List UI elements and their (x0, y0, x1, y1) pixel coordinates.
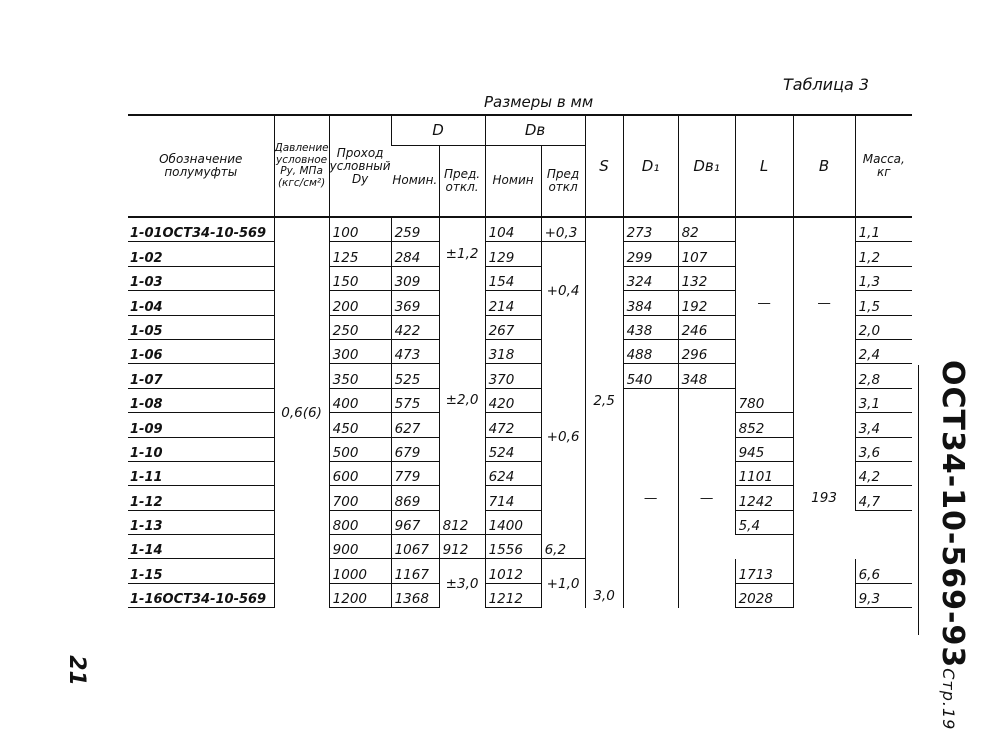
cell-Dv-deviation: +0,6 (541, 339, 585, 534)
units-note: Размеры в мм (484, 93, 594, 111)
cell-designation: 1-09 (128, 413, 274, 437)
cell-bore: 200 (329, 291, 391, 315)
cell-bore: 250 (329, 315, 391, 339)
cell-bore: 150 (329, 266, 391, 290)
table-body (128, 217, 912, 608)
cell-Dv-deviation: +0,3 (541, 217, 585, 242)
cell-Dv1: 348 (678, 364, 735, 388)
cell-Dv1: 296 (678, 339, 735, 363)
cell-Dv-nominal: 318 (485, 339, 541, 363)
cell-designation: 1-10 (128, 437, 274, 461)
cell-L: 852 (735, 413, 793, 437)
cell-D1-dash (623, 388, 678, 608)
coupling-table (128, 114, 912, 608)
cell-L-dash (735, 217, 793, 388)
cell-Dv-nominal: 1012 (485, 559, 541, 583)
cell-D-nominal: 869 (391, 486, 439, 510)
dash-mark: — (699, 490, 714, 507)
sheet-number: Стр.19 (939, 668, 958, 730)
cell-L: 1101 (735, 461, 793, 485)
cell-bore: 300 (329, 339, 391, 363)
cell-L: 780 (735, 388, 793, 412)
cell-mass: 4,7 (855, 486, 912, 510)
cell-Dv-nominal: 214 (485, 291, 541, 315)
table-row (128, 217, 912, 242)
cell-mass: 2,4 (855, 339, 912, 363)
cell-bore: 350 (329, 364, 391, 388)
cell-S: 3,0 (585, 583, 623, 607)
cell-D1: 384 (623, 291, 678, 315)
cell-L: 2028 (735, 583, 793, 607)
cell-Dv-nominal: 267 (485, 315, 541, 339)
cell-D-nominal: 284 (391, 242, 439, 266)
cell-mass: 5,4 (735, 510, 793, 534)
cell-Dv1: 246 (678, 315, 735, 339)
cell-Dv-nominal: 912 (439, 535, 485, 559)
cell-pressure: 0,6(6) (274, 217, 329, 608)
cell-Dv1: 107 (678, 242, 735, 266)
margin-rule (918, 365, 919, 635)
cell-designation: 1-02 (128, 242, 274, 266)
cell-bore: 450 (329, 413, 391, 437)
cell-Dv1: 82 (678, 217, 735, 242)
cell-D-nominal: 369 (391, 291, 439, 315)
header-D: D (391, 115, 485, 145)
cell-Dv-nominal: 812 (439, 510, 485, 534)
cell-designation: 1-06 (128, 339, 274, 363)
cell-designation: 1-03 (128, 266, 274, 290)
header-bore: Проход условный Dу (329, 115, 391, 217)
table-caption: Таблица 3 (783, 75, 870, 94)
page-number: 21 (63, 655, 89, 686)
cell-bore: 700 (329, 486, 391, 510)
cell-designation: 1-08 (128, 388, 274, 412)
cell-Dv-deviation: +0,4 (541, 242, 585, 340)
cell-D-deviation: ±1,2 (439, 217, 485, 291)
cell-D-nominal: 1067 (391, 535, 439, 559)
cell-designation: 1-16ОСТ34-10-569 (128, 583, 274, 607)
cell-D1: 540 (623, 364, 678, 388)
cell-mass: 3,6 (855, 437, 912, 461)
cell-mass: 4,2 (855, 461, 912, 485)
cell-L: 1713 (735, 559, 793, 583)
cell-D-deviation: ±3,0 (439, 559, 485, 608)
cell-L: 1242 (735, 486, 793, 510)
cell-L: 1400 (485, 510, 541, 534)
cell-D1: 324 (623, 266, 678, 290)
cell-designation: 1-04 (128, 291, 274, 315)
cell-Dv-nominal: 524 (485, 437, 541, 461)
standard-code (930, 360, 970, 730)
cell-mass: 6,2 (541, 535, 585, 559)
table-row (128, 388, 912, 412)
cell-bore: 100 (329, 217, 391, 242)
cell-bore: 500 (329, 437, 391, 461)
cell-mass: 9,3 (855, 583, 912, 607)
cell-designation: 1-07 (128, 364, 274, 388)
cell-D-nominal: 422 (391, 315, 439, 339)
cell-bore: 125 (329, 242, 391, 266)
cell-bore: 1200 (329, 583, 391, 607)
dash-mark: — (817, 295, 831, 312)
cell-D-nominal: 259 (391, 217, 439, 242)
cell-mass: 1,5 (855, 291, 912, 315)
cell-Dv1-dash (678, 388, 735, 608)
cell-L: 1556 (485, 535, 541, 559)
cell-Dv-nominal: 1212 (485, 583, 541, 607)
header-D-nominal: Номин. (391, 145, 439, 217)
header-D1: D₁ (623, 115, 678, 217)
cell-mass: 2,0 (855, 315, 912, 339)
cell-Dv-deviation: +1,0 (541, 559, 585, 608)
cell-D1: 273 (623, 217, 678, 242)
cell-D-nominal: 525 (391, 364, 439, 388)
header-pressure: Давление условное Ру, МПа (кгс/см²) (274, 115, 329, 217)
cell-Dv-nominal: 714 (485, 486, 541, 510)
cell-designation: 1-14 (128, 535, 274, 559)
cell-D-nominal: 309 (391, 266, 439, 290)
cell-Dv-nominal: 129 (485, 242, 541, 266)
cell-mass: 1,2 (855, 242, 912, 266)
cell-D-nominal: 679 (391, 437, 439, 461)
cell-bore: 800 (329, 510, 391, 534)
cell-D1: 299 (623, 242, 678, 266)
cell-D1: 488 (623, 339, 678, 363)
cell-mass: 6,6 (855, 559, 912, 583)
cell-bore: 1000 (329, 559, 391, 583)
header-designation: Обозначение полумуфты (128, 115, 274, 217)
cell-D1: 438 (623, 315, 678, 339)
cell-Dv1: 192 (678, 291, 735, 315)
cell-D-nominal: 1368 (391, 583, 439, 607)
cell-D-nominal: 1167 (391, 559, 439, 583)
cell-B: 193 (793, 388, 855, 608)
cell-mass: 1,3 (855, 266, 912, 290)
header-mass: Масса, кг (855, 115, 912, 217)
header-Dv-nominal: Номин (485, 145, 541, 217)
header-S: S (585, 115, 623, 217)
cell-mass: 1,1 (855, 217, 912, 242)
cell-designation: 1-13 (128, 510, 274, 534)
cell-D-nominal: 473 (391, 339, 439, 363)
header-B: В (793, 115, 855, 217)
cell-D-deviation: ±2,0 (439, 291, 485, 511)
cell-bore: 400 (329, 388, 391, 412)
header-Dv: Dв (485, 115, 585, 145)
cell-Dv-nominal: 104 (485, 217, 541, 242)
cell-Dv1: 132 (678, 266, 735, 290)
cell-D-nominal: 779 (391, 461, 439, 485)
cell-S: 2,5 (585, 217, 623, 583)
cell-mass: 3,1 (855, 388, 912, 412)
cell-designation: 1-12 (128, 486, 274, 510)
cell-B-dash (793, 217, 855, 388)
cell-D-nominal: 967 (391, 510, 439, 534)
cell-bore: 900 (329, 535, 391, 559)
cell-designation: 1-11 (128, 461, 274, 485)
cell-bore: 600 (329, 461, 391, 485)
header-D-deviation: Пред. откл. (439, 145, 485, 217)
cell-mass: 3,4 (855, 413, 912, 437)
cell-D-nominal: 627 (391, 413, 439, 437)
cell-designation: 1-15 (128, 559, 274, 583)
cell-D-nominal: 575 (391, 388, 439, 412)
header-L: L (735, 115, 793, 217)
cell-Dv-nominal: 472 (485, 413, 541, 437)
dash-mark: — (643, 490, 658, 507)
cell-Dv-nominal: 624 (485, 461, 541, 485)
cell-Dv-nominal: 370 (485, 364, 541, 388)
standard-number: ОСТ34-10-569-93 (935, 360, 970, 669)
header-Dv1: Dв₁ (678, 115, 735, 217)
cell-Dv-nominal: 154 (485, 266, 541, 290)
cell-L: 945 (735, 437, 793, 461)
cell-designation: 1-01ОСТ34-10-569 (128, 217, 274, 242)
cell-Dv-nominal: 420 (485, 388, 541, 412)
cell-designation: 1-05 (128, 315, 274, 339)
header-Dv-deviation: Пред откл (541, 145, 585, 217)
dash-mark: — (757, 295, 771, 312)
cell-mass: 2,8 (855, 364, 912, 388)
